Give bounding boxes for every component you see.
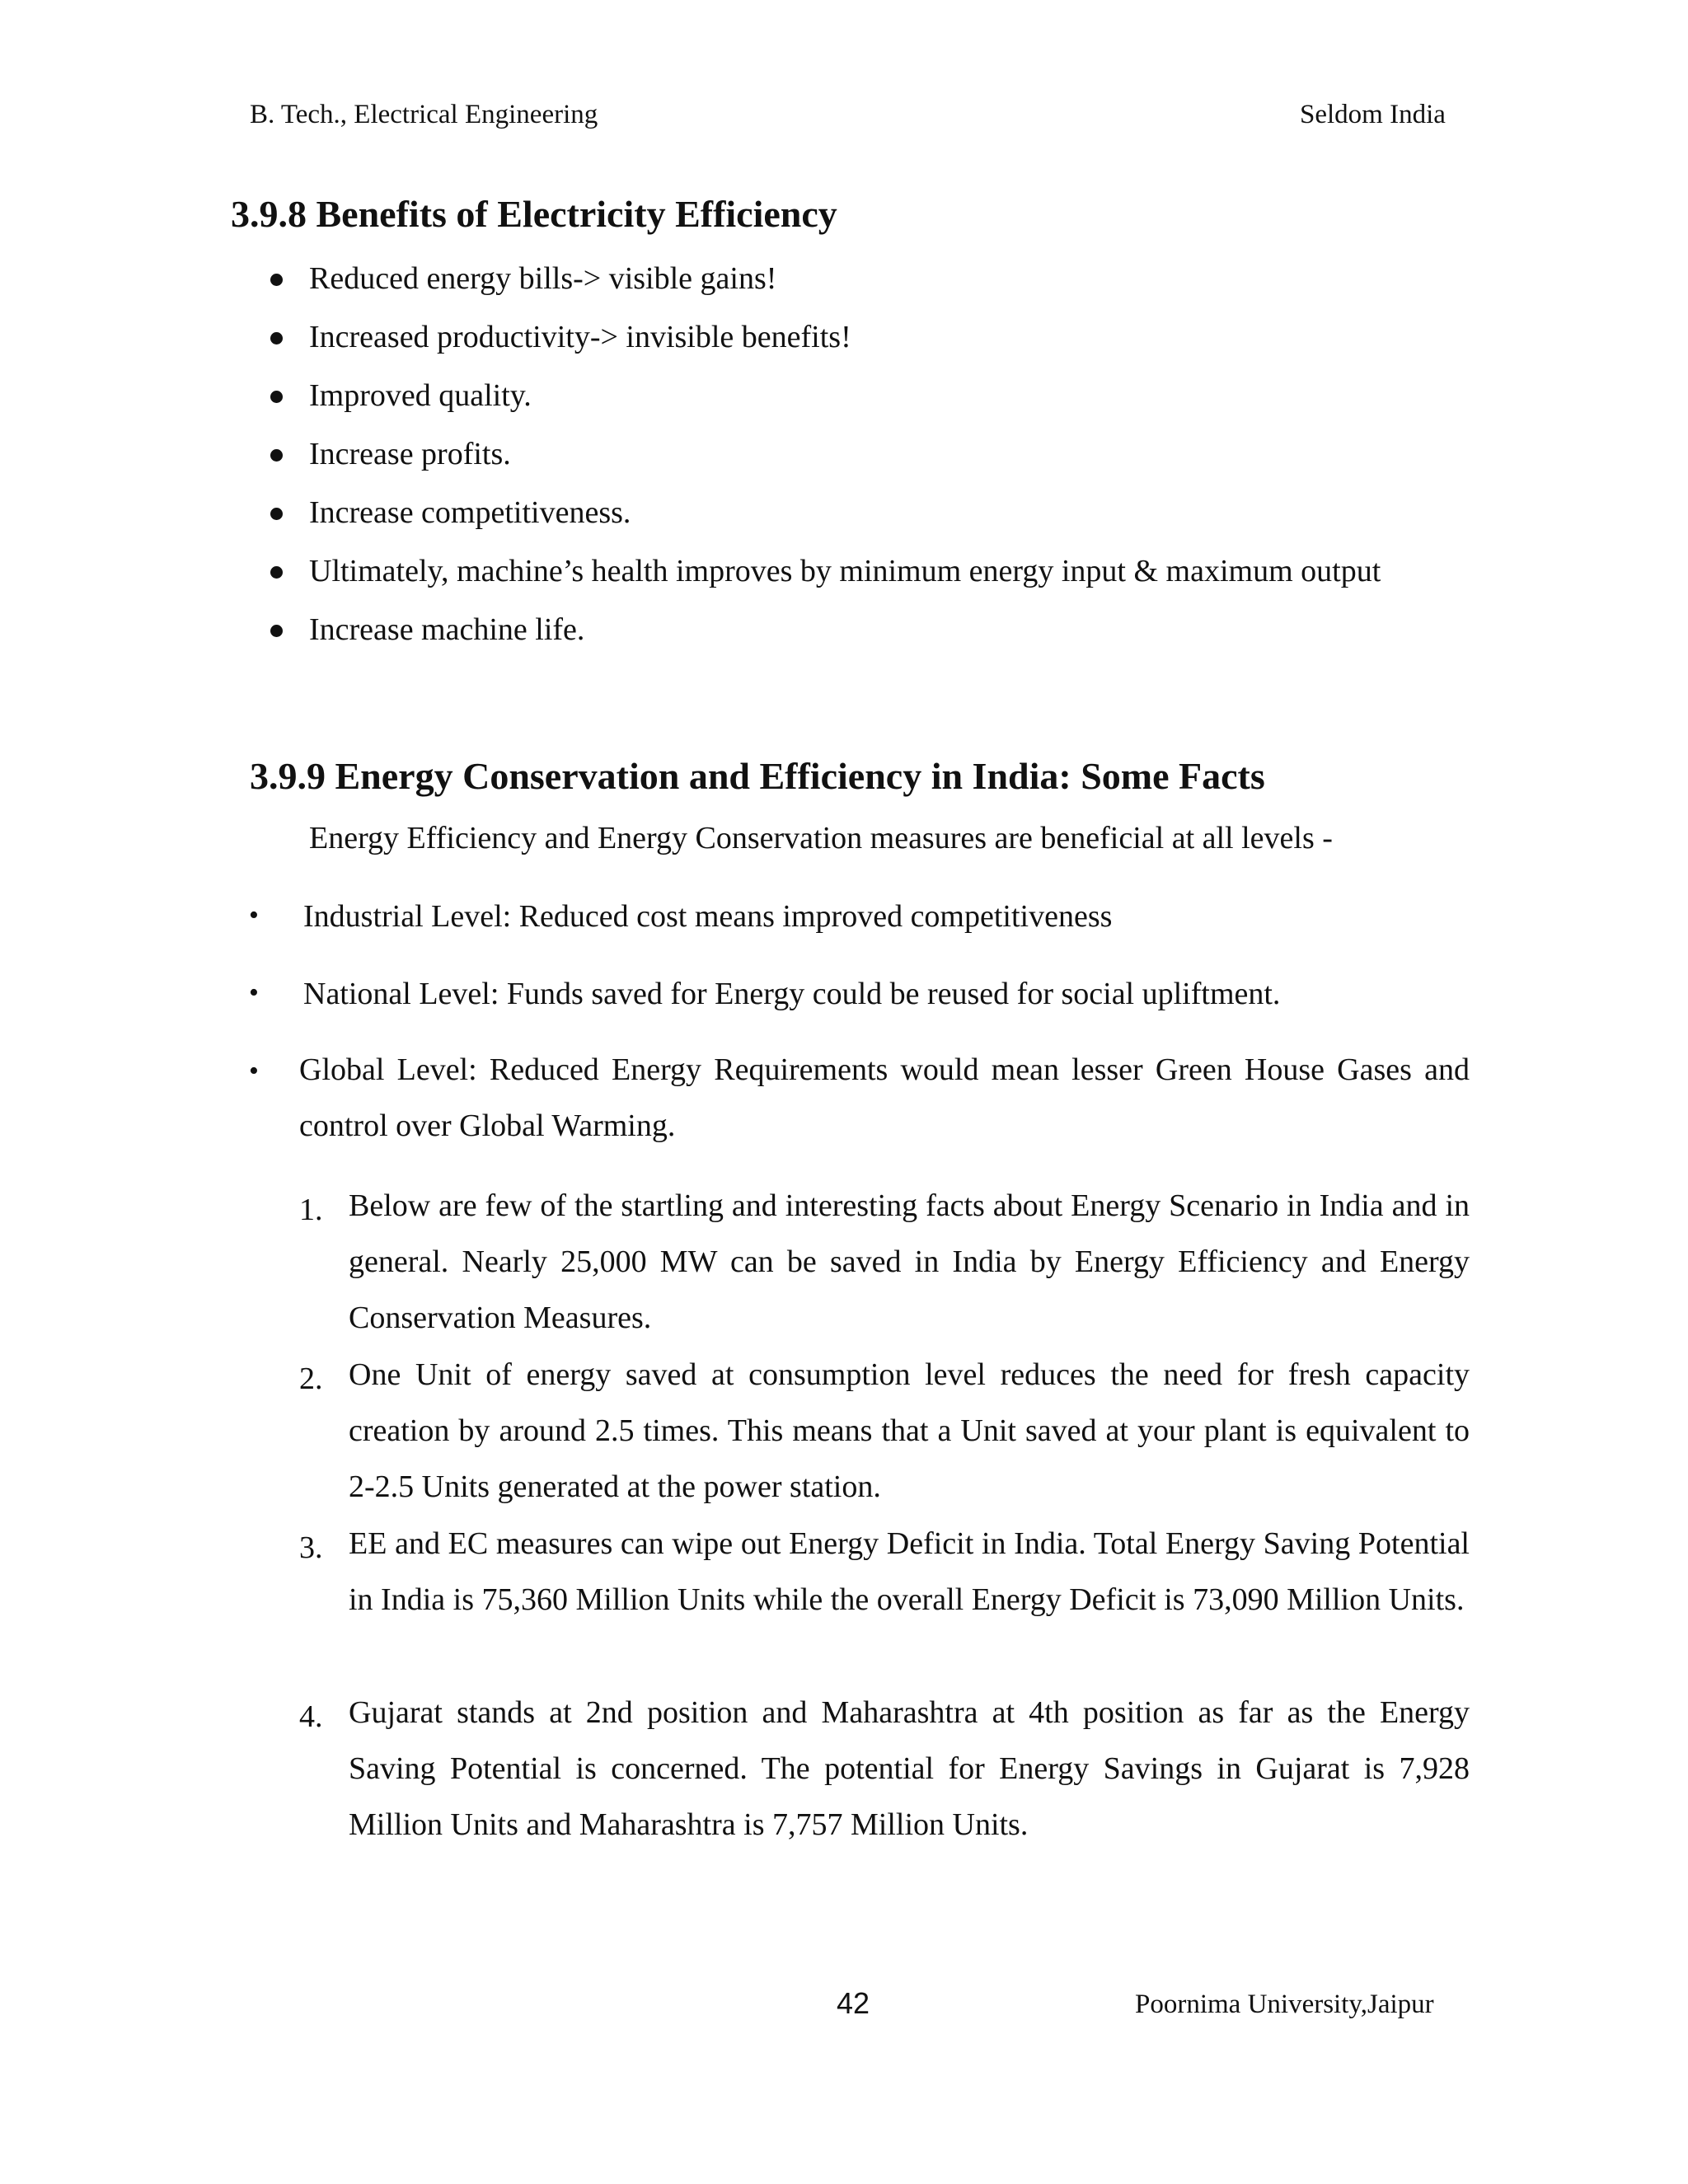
footer-institution: Poornima University,Jaipur [1135, 1990, 1434, 2019]
benefit-item: Increased productivity-> invisible benefits! [309, 320, 851, 354]
bullet-dot: • [249, 900, 259, 930]
benefit-item: Reduced energy bills-> visible gains! [309, 261, 777, 296]
level-item-national: National Level: Funds saved for Energy could be reused for social upliftment. [303, 977, 1281, 1011]
section-heading-398: 3.9.8 Benefits of Electricity Efficiency [231, 193, 837, 235]
section-heading-399: 3.9.9 Energy Conservation and Efficiency in India: Some Facts [250, 755, 1265, 797]
header-publisher: Seldom India [1300, 100, 1446, 129]
fact-number: 2. [299, 1361, 323, 1396]
fact-number: 4. [299, 1699, 323, 1734]
benefit-item: Ultimately, machine’s health improves by minimum energy input & maximum output [309, 554, 1381, 588]
benefit-item: Increase competitiveness. [309, 495, 631, 530]
benefit-item: Increase profits. [309, 437, 511, 471]
level-item-industrial: Industrial Level: Reduced cost means improved competitiveness [303, 899, 1113, 934]
fact-item: Below are few of the startling and interesting facts about Energy Scenario in India and in general. Nearly 25,000 MW can be saved in India by Energy Efficiency and Energy Conservation Measures. [349, 1188, 1470, 1335]
level-item-global: Global Level: Reduced Energy Requirements would mean lesser Green House Gases and control over Global Warming. [299, 1052, 1470, 1143]
bullet-dot: • [249, 1056, 259, 1086]
bullet-dot: • [249, 977, 259, 1008]
header-course: B. Tech., Electrical Engineering [250, 100, 598, 129]
fact-number: 1. [299, 1193, 323, 1227]
bullet-dot [270, 625, 283, 637]
bullet-dot [270, 391, 283, 403]
fact-item: EE and EC measures can wipe out Energy Deficit in India. Total Energy Saving Potential in India is 75,360 Million Units while the overall Energy Deficit is 73,090 Million Units. [349, 1526, 1470, 1617]
benefit-item: Improved quality. [309, 378, 532, 413]
section-intro: Energy Efficiency and Energy Conservation measures are beneficial at all levels - [309, 821, 1333, 855]
page-number: 42 [837, 1986, 870, 2020]
benefit-item: Increase machine life. [309, 612, 585, 647]
fact-number: 3. [299, 1530, 323, 1565]
fact-item: One Unit of energy saved at consumption level reduces the need for fresh capacity creation by around 2.5 times. This means that a Unit saved at your plant is equivalent to 2-2.5 Units generated at the power station. [349, 1357, 1470, 1504]
bullet-dot [270, 508, 283, 520]
bullet-dot [270, 566, 283, 579]
bullet-dot [270, 332, 283, 344]
bullet-dot [270, 449, 283, 462]
bullet-dot [270, 274, 283, 286]
fact-item: Gujarat stands at 2nd position and Maharashtra at 4th position as far as the Energy Saving Potential is concerned. The potential for Energy Savings in Gujarat is 7,928 Million Units and Maharashtra is 7,757 Million Units. [349, 1695, 1470, 1842]
